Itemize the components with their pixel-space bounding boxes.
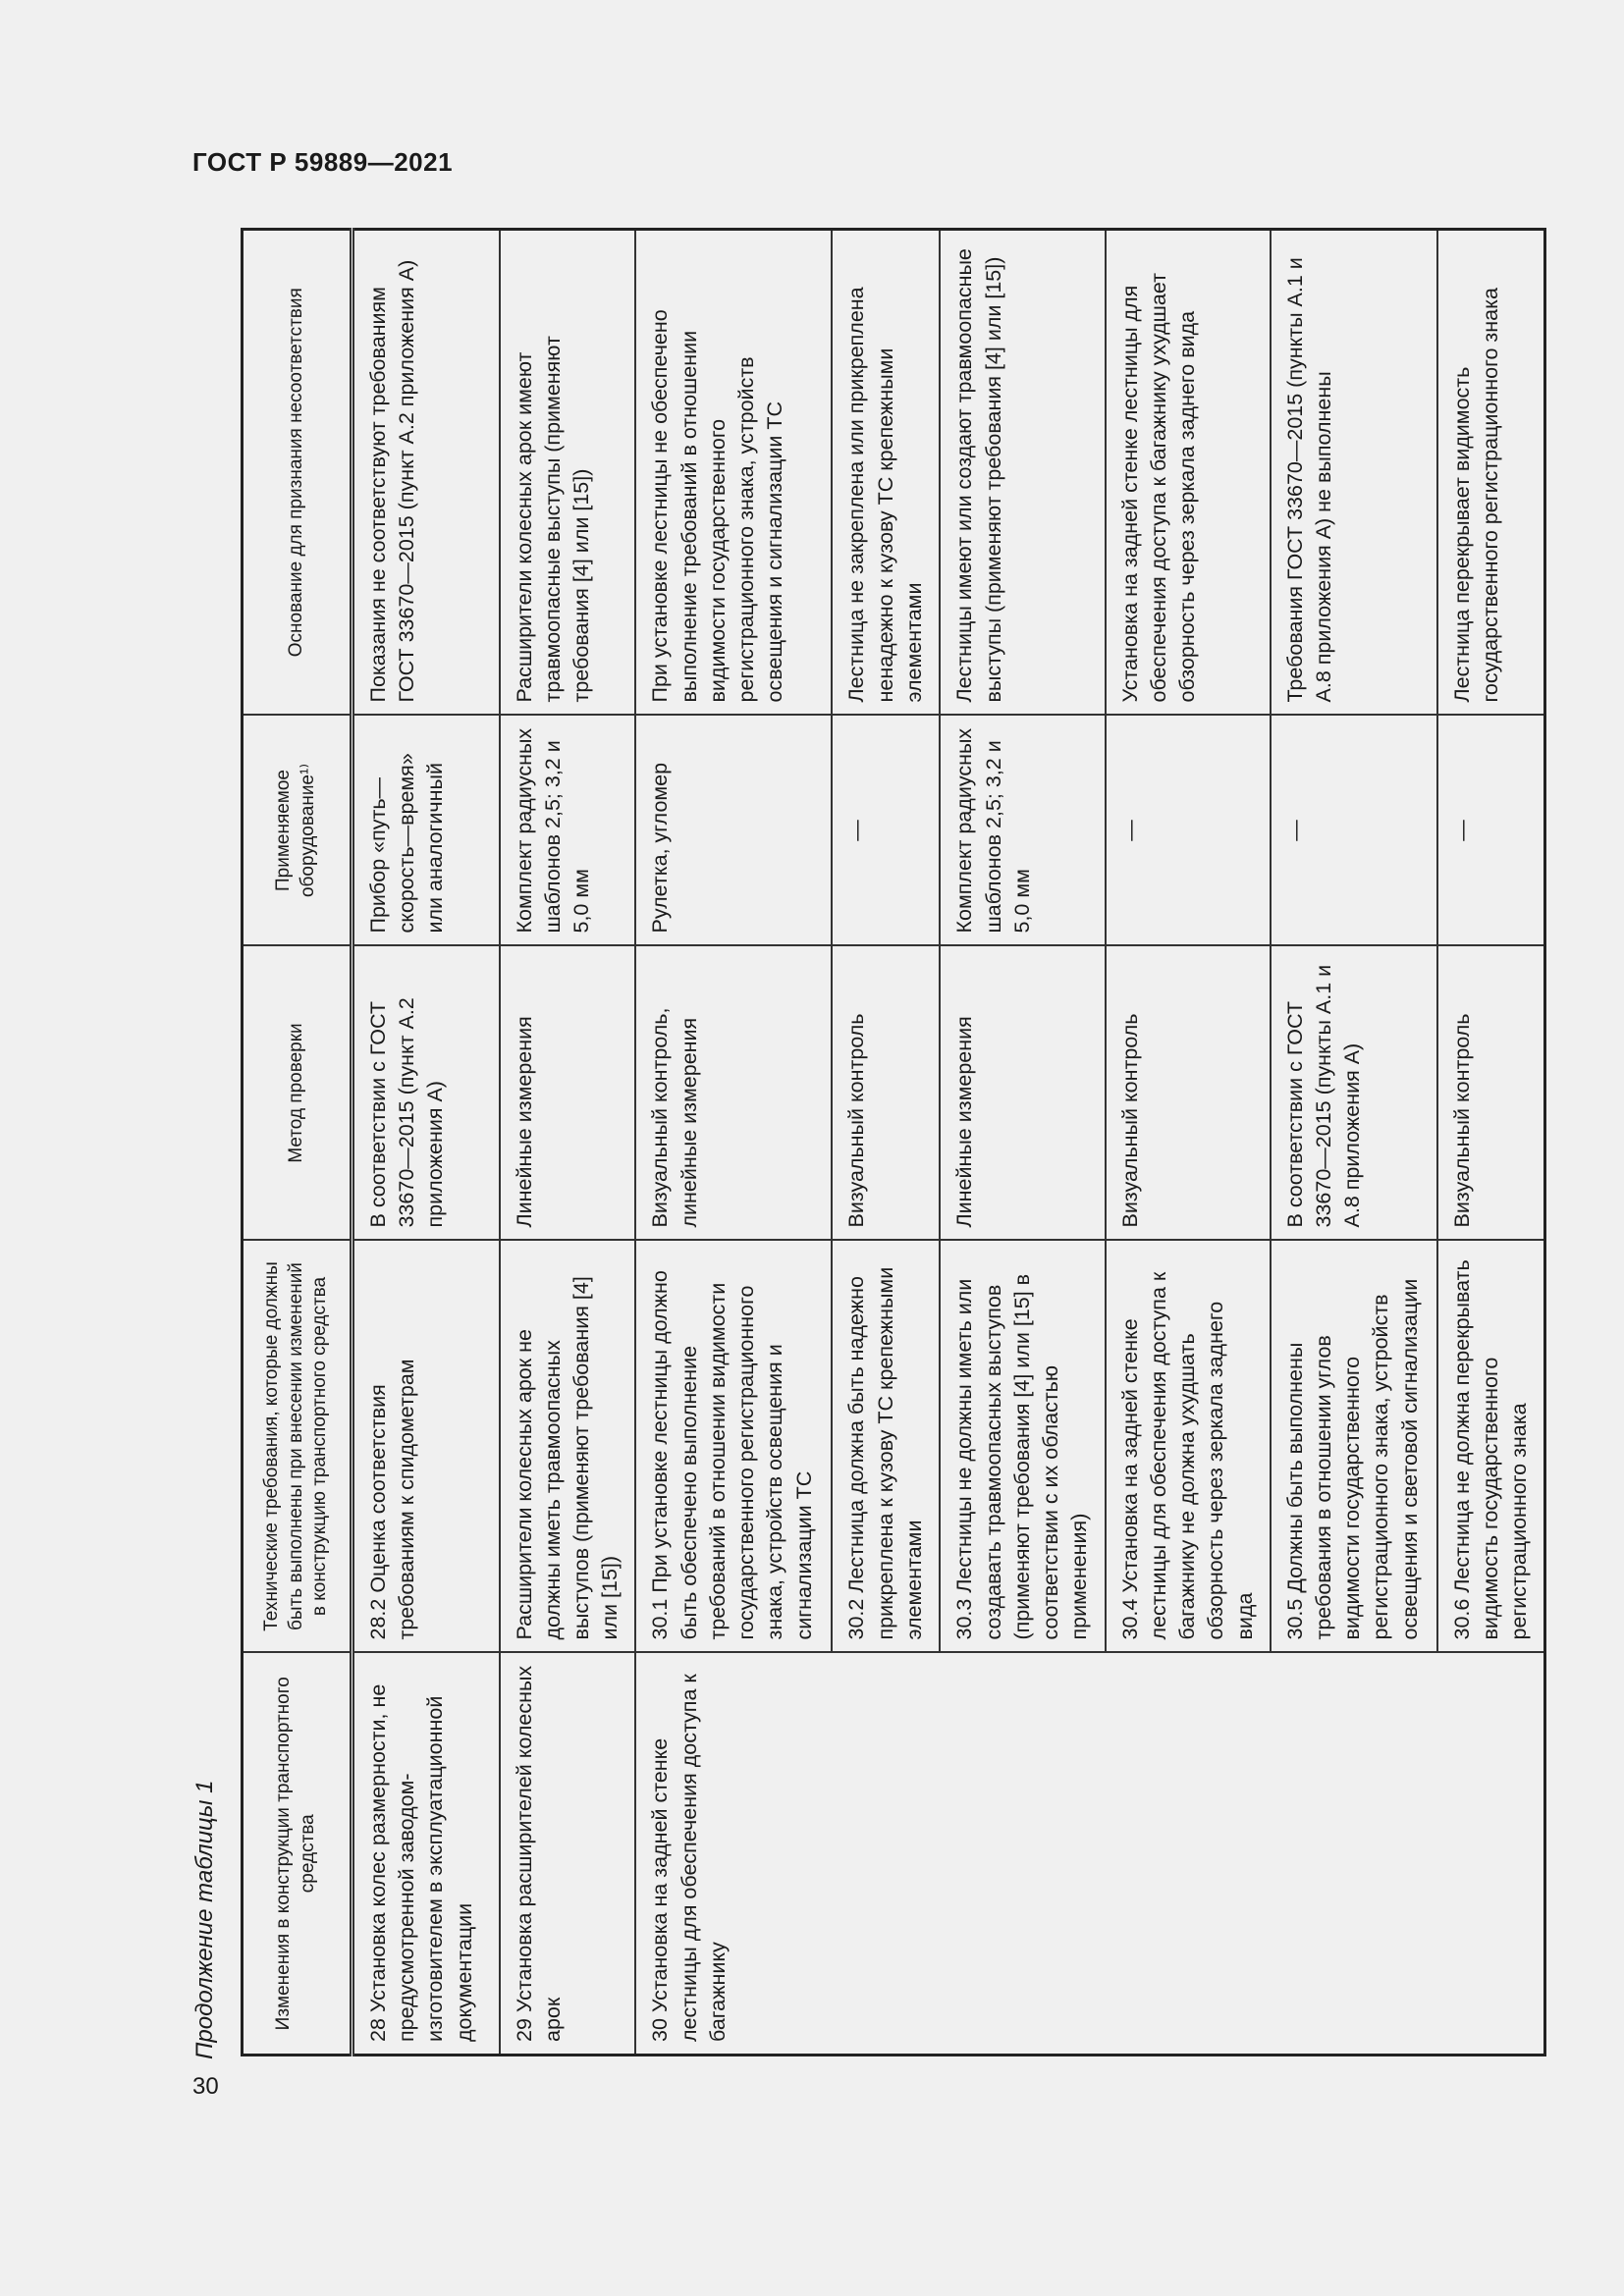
requirement-cell: 30.4 Установка на задней стенке лестницы для обеспечения доступа к багажнику не должна ухудшать обзорность через зеркала заднего вида bbox=[1106, 1241, 1271, 1653]
equipment-cell: — bbox=[1271, 716, 1437, 946]
column-header-method: Метод проверки bbox=[243, 946, 352, 1241]
table-row bbox=[635, 230, 832, 2056]
basis-cell: Лестница не закреплена или прикреплена ненадежно к кузову ТС крепежными элементами bbox=[832, 230, 940, 716]
basis-cell: Лестницы имеют или создают травмоопасные выступы (применяют требования [4] или [15]) bbox=[940, 230, 1105, 716]
basis-cell: Лестница перекрывает видимость государственного регистрационного знака bbox=[1437, 230, 1545, 716]
requirement-cell: 30.3 Лестницы не должны иметь или создавать травмоопасных выступов (применяют требования [4] или [15] в соответствии с их областью применения) bbox=[940, 1241, 1105, 1653]
column-header-basis: Основание для признания несоответствия bbox=[243, 230, 352, 716]
requirement-cell: Расширители колесных арок не должны иметь травмоопасных выступов (применяют требования [4] или [15]) bbox=[500, 1241, 636, 1653]
change-cell: 29 Установка расширителей колесных арок bbox=[500, 1653, 636, 2056]
requirement-cell: 30.2 Лестница должна быть надежно прикреплена к кузову ТС крепежными элементами bbox=[832, 1241, 940, 1653]
method-cell: Визуальный контроль, линейные измерения bbox=[635, 946, 832, 1241]
method-cell: Визуальный контроль bbox=[1437, 946, 1545, 1241]
document-header: ГОСТ Р 59889—2021 bbox=[192, 147, 454, 177]
column-header-change: Изменения в конструкции транспортного средства bbox=[243, 1653, 352, 2056]
method-cell: Визуальный контроль bbox=[832, 946, 940, 1241]
table-container bbox=[241, 231, 1532, 2056]
method-cell: В соответствии с ГОСТ 33670—2015 (пункты А.1 и А.8 приложения А) bbox=[1271, 946, 1437, 1241]
equipment-cell: Комплект радиусных шаблонов 2,5; 3,2 и 5,0 мм bbox=[940, 716, 1105, 946]
change-cell: 28 Установка колес размерности, не предусмотренной заводом-изготовителем в эксплуатационной документации bbox=[352, 1653, 500, 2056]
page-number: 30 bbox=[192, 2073, 219, 2100]
basis-cell: Показания не соответствуют требованиям ГОСТ 33670—2015 (пункт А.2 приложения А) bbox=[352, 230, 500, 716]
change-cell: 30 Установка на задней стенке лестницы для обеспечения доступа к багажнику bbox=[635, 1653, 1545, 2056]
equipment-cell: — bbox=[832, 716, 940, 946]
equipment-cell: Прибор «путь—скорость—время» или аналогичный bbox=[352, 716, 500, 946]
basis-cell: Установка на задней стенке лестницы для обеспечения доступа к багажнику ухудшает обзорность через зеркала заднего вида bbox=[1106, 230, 1271, 716]
requirements-table bbox=[241, 228, 1546, 2056]
equipment-cell: — bbox=[1106, 716, 1271, 946]
table-caption: Продолжение таблицы 1 bbox=[191, 1780, 218, 2059]
basis-cell: Требования ГОСТ 33670—2015 (пункты А.1 и А.8 приложения А) не выполнены bbox=[1271, 230, 1437, 716]
basis-cell: Расширители колесных арок имеют травмоопасные выступы (применяют требования [4] или [15]) bbox=[500, 230, 636, 716]
method-cell: Линейные измерения bbox=[500, 946, 636, 1241]
requirement-cell: 30.6 Лестница не должна перекрывать видимость государственного регистрационного знака bbox=[1437, 1241, 1545, 1653]
method-cell: Линейные измерения bbox=[940, 946, 1105, 1241]
equipment-cell: Рулетка, угломер bbox=[635, 716, 832, 946]
table-header-row bbox=[243, 230, 352, 2056]
basis-cell: При установке лестницы не обеспечено выполнение требований в отношении видимости государственного регистрационного знака, устройств освещения и сигнализации ТС bbox=[635, 230, 832, 716]
column-header-requirement: Технические требования, которые должны быть выполнены при внесении изменений в конструкцию транспортного средства bbox=[243, 1241, 352, 1653]
requirement-cell: 28.2 Оценка соответствия требованиям к спидометрам bbox=[352, 1241, 500, 1653]
column-header-equipment: Применяемое оборудование¹⁾ bbox=[243, 716, 352, 946]
table-row bbox=[352, 230, 500, 2056]
equipment-cell: — bbox=[1437, 716, 1545, 946]
requirement-cell: 30.1 При установке лестницы должно быть обеспечено выполнение требований в отношении видимости государственного регистрационного знака, устройств освещения и сигнализации ТС bbox=[635, 1241, 832, 1653]
equipment-cell: Комплект радиусных шаблонов 2,5; 3,2 и 5,0 мм bbox=[500, 716, 636, 946]
method-cell: В соответствии с ГОСТ 33670—2015 (пункт А.2 приложения А) bbox=[352, 946, 500, 1241]
method-cell: Визуальный контроль bbox=[1106, 946, 1271, 1241]
requirement-cell: 30.5 Должны быть выполнены требования в отношении углов видимости государственного регистрационного знака, устройств освещения и световой сигнализации bbox=[1271, 1241, 1437, 1653]
table-row bbox=[500, 230, 636, 2056]
